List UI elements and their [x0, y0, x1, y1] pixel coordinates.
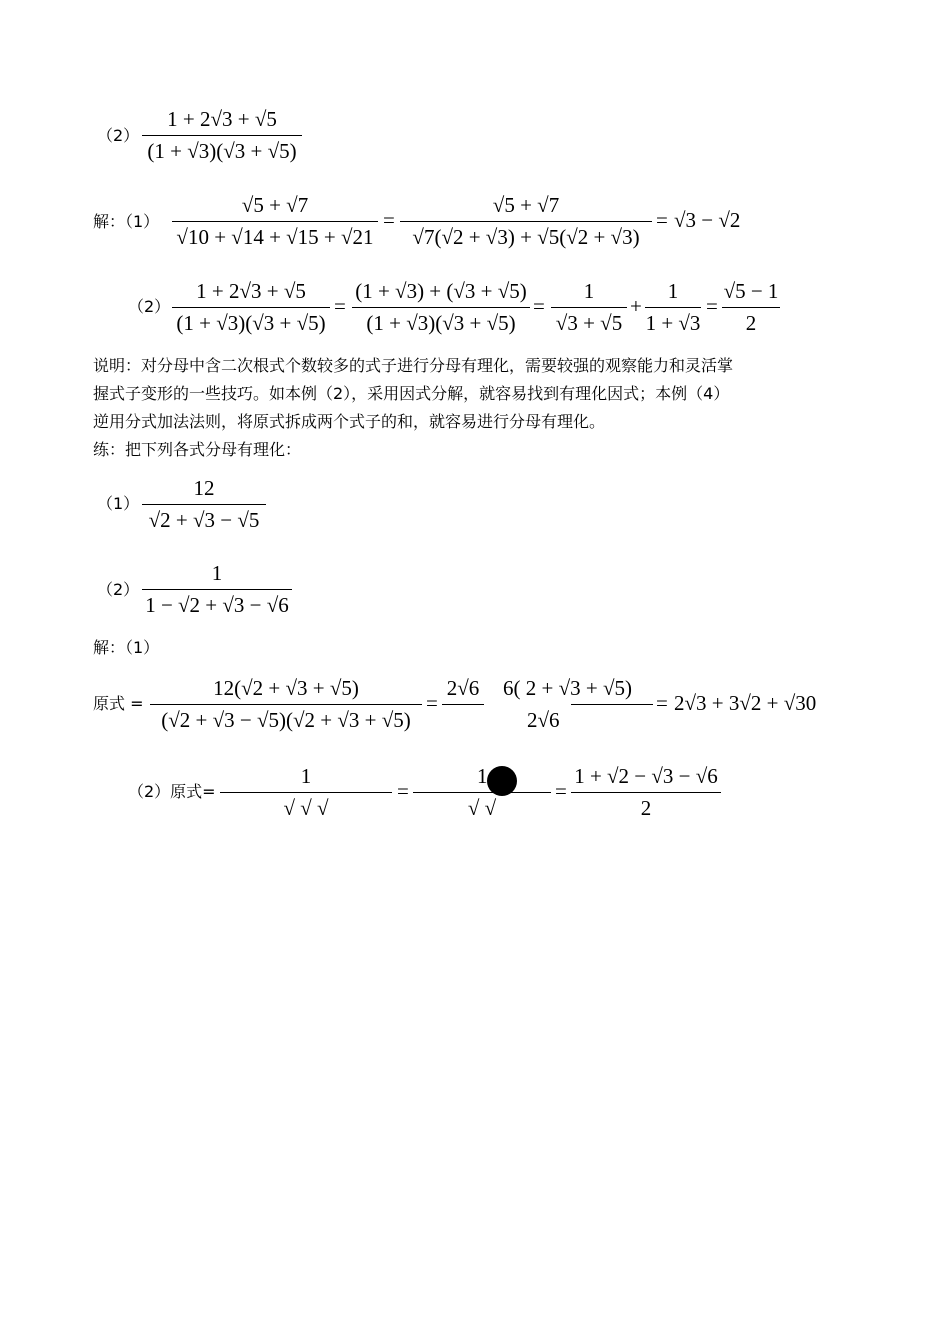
practice-2-label: （2） [97, 580, 140, 599]
solution-1-result: √3 − √2 [674, 208, 741, 232]
note-line-3: 逆用分式加法法则，将原式拆成两个式子的和，就容易进行分母有理化。 [93, 412, 606, 431]
answer-1-prefix: 原式 = [93, 694, 144, 713]
fraction-bar [150, 704, 422, 705]
fraction-bar [142, 504, 266, 505]
answer-1-fraction-a [150, 675, 422, 735]
equals-sign: = [555, 779, 567, 803]
fraction-denominator: (1 + √3)(√3 + √5) [176, 311, 326, 335]
note-line-2: 握式子变形的一些技巧。如本例（2），采用因式分解，就容易找到有理化因式；本例（4） [93, 384, 730, 403]
equals-sign: = [383, 208, 395, 232]
fraction-numerator: 1 [583, 279, 595, 303]
fraction-bar [551, 307, 627, 308]
fraction-numerator: 12 [193, 476, 215, 500]
fraction-bar [352, 307, 530, 308]
note-line-1: 说明：对分母中含二次根式个数较多的式子进行分母有理化，需要较强的观察能力和灵活掌 [93, 356, 734, 375]
fraction-bar [442, 704, 484, 705]
answer-2-fraction-c [571, 763, 721, 823]
answer-1-fraction-c [503, 675, 653, 735]
fraction-numerator: 6( 2 + √3 + √5) [503, 676, 632, 700]
exercise-heading: 练：把下列各式分母有理化： [93, 440, 302, 459]
solution-2-fraction-c [551, 278, 627, 338]
fraction-numerator: 1 + 2√3 + √5 [196, 279, 306, 303]
fraction-denominator: √10 + √14 + √15 + √21 [176, 225, 374, 249]
answer-2-fraction-a [220, 763, 392, 823]
fraction-denominator: 1 − √2 + √3 − √6 [145, 593, 289, 617]
fraction-denominator: 2 [745, 311, 757, 335]
equals-sign: = [397, 779, 409, 803]
solution-2-fraction-e [722, 278, 780, 338]
fraction-bar [142, 589, 292, 590]
solution-1-fraction-a [172, 192, 378, 252]
answer-1-fraction-b [442, 675, 484, 707]
fraction-bar [172, 307, 330, 308]
answer-2-prefix: （2）原式= [128, 782, 216, 801]
note-paragraph [93, 352, 893, 464]
example-2-label: （2） [97, 126, 140, 145]
fraction-denominator: √7(√2 + √3) + √5(√2 + √3) [412, 225, 640, 249]
fraction-numerator: 1 + √2 − √3 − √6 [574, 764, 718, 788]
fraction-numerator: √5 − 1 [723, 279, 779, 303]
equals-sign: = [533, 294, 545, 318]
solution-1-fraction-b [400, 192, 652, 252]
fraction-numerator: 1 [667, 279, 679, 303]
ink-blot [487, 766, 517, 796]
fraction-denominator: √2 + √3 − √5 [148, 508, 260, 532]
fraction-numerator: 1 [211, 561, 223, 585]
fraction-denominator: 1 + √3 [645, 311, 701, 335]
fraction-denominator: √ √ √ [283, 796, 329, 820]
solution-2-fraction-a [172, 278, 330, 338]
practice-1-fraction [142, 475, 266, 535]
fraction-denominator: (1 + √3)(√3 + √5) [366, 311, 516, 335]
practice-2-fraction [142, 560, 292, 620]
equals-sign: = [656, 691, 668, 715]
solution-1-label: 解：（1） [93, 212, 160, 231]
fraction-denominator: (1 + √3)(√3 + √5) [147, 139, 297, 163]
answer-2-fraction-b [413, 763, 551, 823]
fraction-bar [400, 221, 652, 222]
answer-label: 解：（1） [93, 638, 160, 657]
fraction-bar [220, 792, 392, 793]
practice-1-label: （1） [97, 494, 140, 513]
fraction-numerator: √5 + √7 [492, 193, 560, 217]
equals-sign: = [426, 691, 438, 715]
fraction-numerator: 2√6 [446, 676, 480, 700]
fraction-denominator: 2√6 [527, 708, 560, 732]
fraction-numerator: √5 + √7 [241, 193, 309, 217]
fraction-bar [722, 307, 780, 308]
equals-sign: = [334, 294, 346, 318]
fraction-numerator: 12(√2 + √3 + √5) [213, 676, 359, 700]
fraction-numerator: 1 [300, 764, 312, 788]
fraction-bar [571, 792, 721, 793]
answer-1-result: 2√3 + 3√2 + √30 [674, 691, 817, 715]
example-2-fraction [142, 106, 302, 166]
fraction-numerator: (1 + √3) + (√3 + √5) [355, 279, 527, 303]
fraction-bar [172, 221, 378, 222]
fraction-denominator: 2 [640, 796, 652, 820]
fraction-bar [645, 307, 701, 308]
solution-2-fraction-d [645, 278, 701, 338]
equals-sign: = [656, 208, 668, 232]
fraction-numerator: 1 + 2√3 + √5 [167, 107, 277, 131]
fraction-denominator: (√2 + √3 − √5)(√2 + √3 + √5) [161, 708, 411, 732]
solution-2-fraction-b [352, 278, 530, 338]
fraction-bar [571, 704, 653, 705]
fraction-bar [142, 135, 302, 136]
fraction-denominator: √ √ [467, 796, 497, 820]
fraction-numerator: 1 [477, 764, 488, 788]
solution-2-label: （2） [128, 297, 171, 316]
plus-sign: + [630, 294, 642, 318]
fraction-denominator: √3 + √5 [555, 311, 623, 335]
equals-sign: = [706, 294, 718, 318]
fraction-bar [413, 792, 551, 793]
